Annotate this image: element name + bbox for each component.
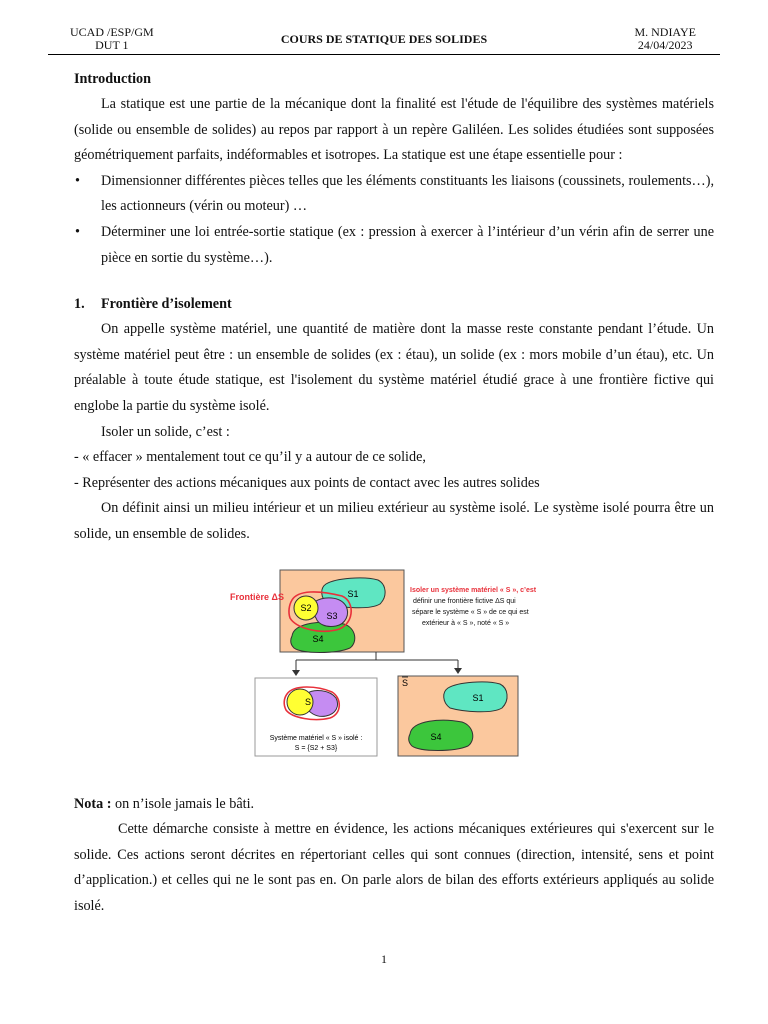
explain-line-2: définir une frontière fictive ΔS qui bbox=[413, 597, 516, 605]
nota-label: Nota : bbox=[74, 795, 112, 812]
nota-text: on n’isole jamais le bâti. bbox=[111, 795, 255, 812]
isolate-step-2: - Représenter des actions mécaniques aux points de contact avec les autres solides bbox=[74, 474, 540, 491]
document-body bbox=[74, 66, 714, 919]
header-class: DUT 1 bbox=[95, 38, 129, 52]
section-title: Frontière d’isolement bbox=[101, 296, 232, 313]
intro-bullet-list bbox=[74, 169, 714, 271]
header-right bbox=[634, 26, 696, 52]
isolation-diagram bbox=[74, 562, 714, 792]
bullet-dot-icon: • bbox=[75, 223, 80, 240]
isolation-figure bbox=[74, 562, 714, 792]
bullet-text: Déterminer une loi entrée-sortie statique (ex : pression à exercer à l’intérieur d’un vérin afin de serrer une pièce en sortie du système…). bbox=[101, 223, 714, 266]
s4-label: S4 bbox=[312, 633, 324, 644]
nota-paragraph bbox=[74, 792, 714, 818]
isolate-step-1: - « effacer » mentalement tout ce qu’il y a autour de ce solide, bbox=[74, 449, 426, 466]
section-paragraph: On appelle système matériel, une quantité de matière dont la masse reste constante pendant l’étude. Un système matériel peut être : un ensemble de solides (ex : étau), un solide (ex : mors mobile d’un étau), etc. Un préalable à toute étude statique, est l'isolement du système matériel étudié grace à une frontière fictive qui englobe la partie du système isolé. bbox=[74, 321, 714, 414]
s-label: S bbox=[304, 696, 312, 707]
explain-line-4: extérieur à « S », noté « S » bbox=[422, 619, 510, 627]
explain-line-1: Isoler un système matériel « S », c’est bbox=[410, 586, 537, 594]
bullet-text: Dimensionner différentes pièces telles que les éléments constituants les liaisons (coussinets, roulements…), les actionneurs (vérin ou moteur) … bbox=[101, 172, 714, 215]
section-paragraph-end: On définit ainsi un milieu intérieur et un milieu extérieur au système isolé. Le système isolé pourra être un solide, un ensemble de solides. bbox=[74, 500, 714, 542]
page-header bbox=[48, 24, 720, 55]
s1-exterior-label: S1 bbox=[472, 692, 484, 703]
isolate-definition: Isoler un solide, c’est : bbox=[101, 423, 230, 440]
caption-line-2: S = {S2 + S3} bbox=[294, 744, 338, 752]
header-title: COURS DE STATIQUE DES SOLIDES bbox=[280, 32, 488, 46]
arrow-left-icon bbox=[292, 670, 300, 676]
s4-exterior-label: S4 bbox=[430, 731, 442, 742]
frontier-label: Frontière ΔS bbox=[230, 591, 284, 602]
s1-label: S1 bbox=[347, 588, 359, 599]
bullet-dot-icon: • bbox=[75, 172, 80, 189]
page-number: 1 bbox=[381, 952, 387, 966]
header-author: M. NDIAYE bbox=[634, 25, 696, 39]
s-bar-label: S bbox=[402, 677, 409, 688]
section-heading bbox=[74, 291, 714, 317]
caption-line-1: Système matériel « S » isolé : bbox=[269, 734, 363, 742]
intro-paragraph: La statique est une partie de la mécanique dont la finalité est l'étude de l'équilibre des systèmes matériels (solide ou ensemble de solides) au repos par rapport à un repère Galiléen. Les solides étudiées sont supposées géométriquement parfaits, indéformables et isotropes. La statique est une étape essentielle pour : bbox=[74, 96, 714, 164]
explain-line-3: sépare le système « S » de ce qui est bbox=[412, 608, 529, 616]
s3-label: S3 bbox=[326, 610, 338, 621]
arrow-right-icon bbox=[454, 668, 462, 674]
bullet-item bbox=[74, 169, 714, 220]
intro-heading: Introduction bbox=[74, 71, 151, 87]
bullet-item bbox=[74, 220, 714, 271]
header-institution: UCAD /ESP/GM bbox=[70, 25, 154, 39]
s2-label: S2 bbox=[300, 602, 312, 613]
header-date: 24/04/2023 bbox=[637, 38, 693, 52]
section-number: 1. bbox=[74, 296, 85, 313]
closing-paragraph: Cette démarche consiste à mettre en évidence, les actions mécaniques extérieures qui s'exercent sur le solide. Ces actions seront décrites en répertoriant celles qui sont connues (direction, intensité, sens et point d’application.) et celles qui ne le sont pas en. On parle alors de bilan des efforts extérieurs appliqués au solide isolé. bbox=[74, 821, 714, 914]
